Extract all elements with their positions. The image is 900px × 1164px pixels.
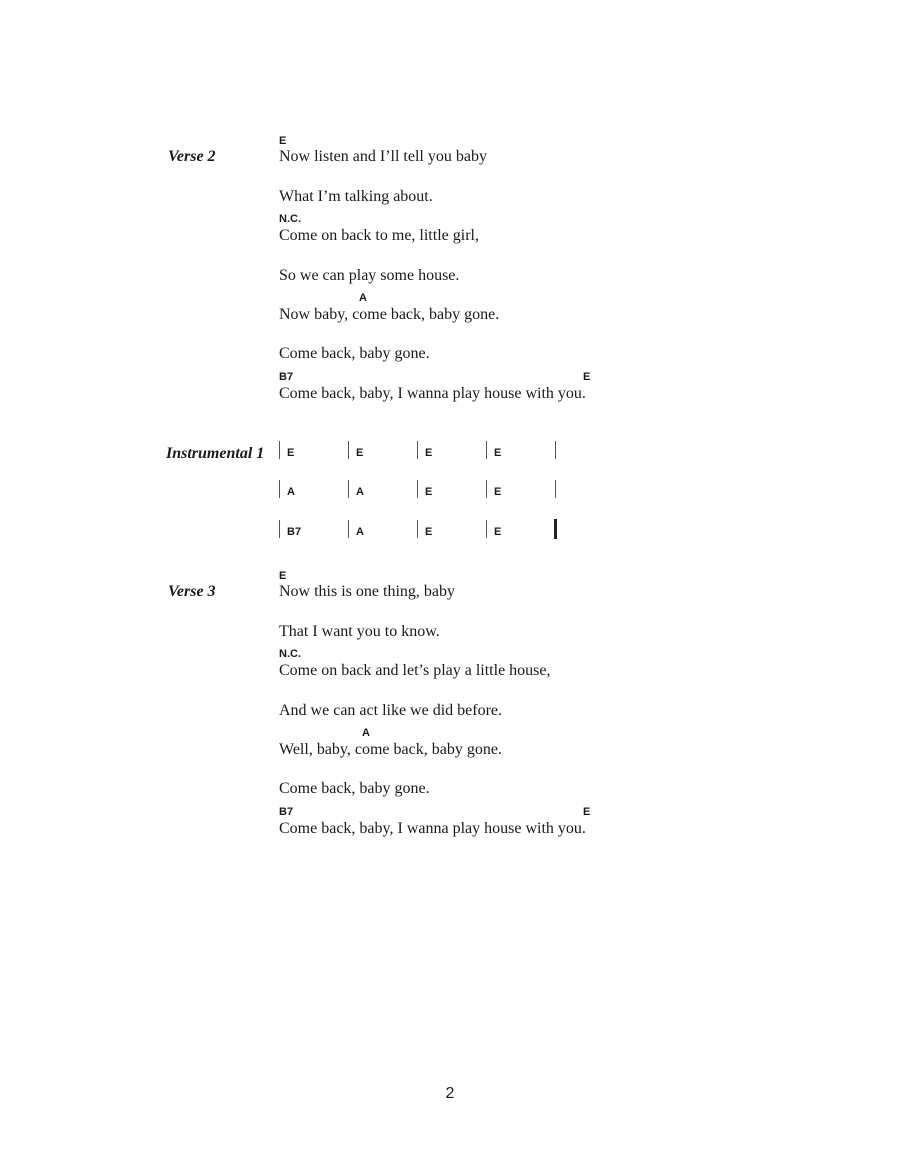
verse-3-line-2: That I want you to know.	[279, 623, 440, 640]
bar-chord: E	[494, 526, 502, 538]
chord-nc: N.C.	[279, 648, 301, 660]
bar-line	[279, 441, 280, 459]
verse-2-line-5: Now baby, come back, baby gone.	[279, 306, 500, 323]
bar-chord: E	[425, 526, 433, 538]
chord-e: E	[279, 135, 287, 147]
bar-line	[279, 520, 280, 538]
bar-line	[555, 480, 556, 498]
final-bar-line	[554, 519, 557, 539]
bar-line	[348, 520, 349, 538]
bar-chord: E	[356, 447, 364, 459]
verse-2-label: Verse 2	[168, 148, 216, 165]
verse-2-line-1: Now listen and I’ll tell you baby	[279, 148, 487, 165]
bar-line	[279, 480, 280, 498]
page-number: 2	[445, 1085, 455, 1102]
bar-chord: A	[287, 486, 295, 498]
chord-e: E	[279, 570, 287, 582]
verse-2-line-7: Come back, baby, I wanna play house with you.	[279, 385, 586, 402]
verse-3-line-6: Come back, baby gone.	[279, 780, 430, 797]
bar-chord: A	[356, 526, 364, 538]
chord-nc: N.C.	[279, 213, 301, 225]
verse-2-line-6: Come back, baby gone.	[279, 345, 430, 362]
bar-line	[417, 520, 418, 538]
bar-chord: E	[287, 447, 295, 459]
verse-3-line-7: Come back, baby, I wanna play house with you.	[279, 820, 586, 837]
chord-b7: B7	[279, 806, 294, 818]
verse-2-line-4: So we can play some house.	[279, 267, 460, 284]
bar-chord: E	[494, 447, 502, 459]
bar-line	[486, 520, 487, 538]
bar-line	[417, 480, 418, 498]
bar-line	[486, 480, 487, 498]
chord-e: E	[583, 806, 591, 818]
verse-3-line-1: Now this is one thing, baby	[279, 583, 455, 600]
instrumental-1-label: Instrumental 1	[166, 445, 265, 462]
chord-a: A	[359, 292, 367, 304]
verse-3-line-4: And we can act like we did before.	[279, 702, 503, 719]
verse-3-line-5: Well, baby, come back, baby gone.	[279, 741, 502, 758]
bar-line	[555, 441, 556, 459]
bar-line	[417, 441, 418, 459]
bar-line	[348, 480, 349, 498]
bar-chord: E	[425, 486, 433, 498]
bar-chord: A	[356, 486, 364, 498]
bar-chord: E	[425, 447, 433, 459]
verse-3-label: Verse 3	[168, 583, 216, 600]
bar-line	[486, 441, 487, 459]
verse-2-line-3: Come on back to me, little girl,	[279, 227, 479, 244]
verse-3-line-3: Come on back and let’s play a little house,	[279, 662, 551, 679]
chord-b7: B7	[279, 371, 294, 383]
chord-e: E	[583, 371, 591, 383]
bar-line	[348, 441, 349, 459]
chord-a: A	[362, 727, 370, 739]
bar-chord: B7	[287, 526, 302, 538]
verse-2-line-2: What I’m talking about.	[279, 188, 433, 205]
bar-chord: E	[494, 486, 502, 498]
